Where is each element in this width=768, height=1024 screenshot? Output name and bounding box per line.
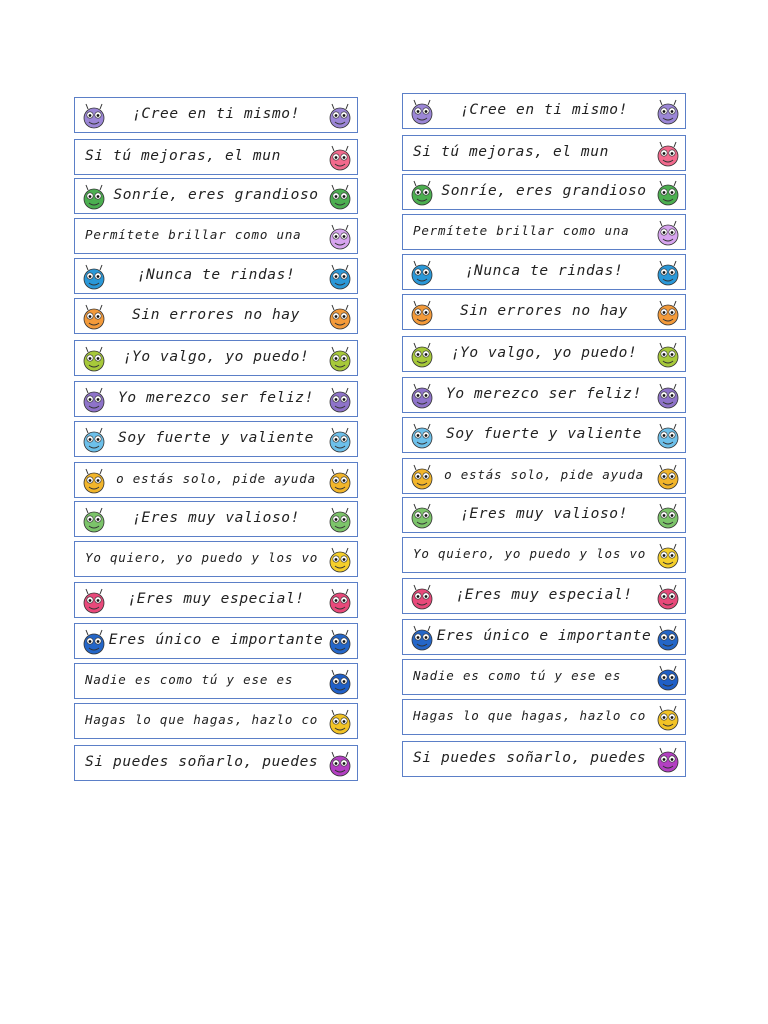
phrase-card <box>402 135 686 171</box>
green-monster-icon <box>325 182 355 212</box>
phrase-card <box>402 497 686 533</box>
phrase-text: Si puedes soñarlo, puedes <box>85 754 319 770</box>
phrase-card <box>402 417 686 453</box>
left-monster <box>79 627 109 657</box>
phrase-text: Si tú mejoras, el mun <box>85 148 281 164</box>
left-monster <box>407 462 437 492</box>
phrase-card <box>74 139 358 175</box>
right-monster <box>325 344 355 374</box>
pink-monster-icon <box>325 143 355 173</box>
yellow-monster-icon <box>653 462 683 492</box>
phrase-text: ¡Eres muy valioso! <box>460 506 628 522</box>
right-monster <box>325 707 355 737</box>
left-monster <box>79 262 109 292</box>
phrase-text: Permítete brillar como una <box>413 223 630 238</box>
green-monster-icon <box>653 501 683 531</box>
right-monster <box>653 97 683 127</box>
right-monster <box>653 421 683 451</box>
pink-monster-icon <box>79 586 109 616</box>
phrase-text: ¡Eres muy valioso! <box>132 510 300 526</box>
phrase-card <box>402 214 686 250</box>
phrase-card <box>402 741 686 777</box>
yellow-monster-icon <box>407 462 437 492</box>
pink-monster-icon <box>325 586 355 616</box>
right-monster <box>325 182 355 212</box>
yellow-monster-icon <box>653 541 683 571</box>
phrase-card <box>74 340 358 376</box>
right-monster <box>653 258 683 288</box>
left-monster <box>407 340 437 370</box>
pink-monster-icon <box>653 139 683 169</box>
phrase-text: ¡Nunca te rindas! <box>136 267 296 283</box>
pink-monster-icon <box>407 582 437 612</box>
yellow-monster-icon <box>325 466 355 496</box>
phrase-card <box>402 93 686 129</box>
magenta-monster-icon <box>325 749 355 779</box>
phrase-card <box>74 462 358 498</box>
phrase-text: Soy fuerte y valiente <box>446 426 642 442</box>
phrase-text: Eres único e importante <box>436 628 652 644</box>
left-monster <box>79 302 109 332</box>
purple-monster-icon <box>653 97 683 127</box>
violet-monster-icon <box>407 381 437 411</box>
right-monster <box>325 466 355 496</box>
skyblue-monster-icon <box>653 421 683 451</box>
blue-monster-icon <box>325 627 355 657</box>
orange-monster-icon <box>653 298 683 328</box>
phrase-text: Yo merezco ser feliz! <box>446 386 642 402</box>
blue-monster-icon <box>325 262 355 292</box>
left-monster <box>79 344 109 374</box>
right-monster <box>325 667 355 697</box>
blue-monster-icon <box>653 258 683 288</box>
phrase-card <box>74 582 358 618</box>
phrase-text: ¡Eres muy especial! <box>455 587 633 603</box>
left-monster <box>79 101 109 131</box>
orange-monster-icon <box>79 302 109 332</box>
left-monster <box>407 381 437 411</box>
phrase-text: Nadie es como tú y ese es <box>85 672 294 687</box>
phrase-card <box>402 174 686 210</box>
blue-monster-icon <box>79 262 109 292</box>
skyblue-monster-icon <box>325 425 355 455</box>
right-monster <box>325 749 355 779</box>
green-monster-icon <box>79 182 109 212</box>
phrase-card <box>74 703 358 739</box>
phrase-text: Sin errores no hay <box>132 307 300 323</box>
right-monster <box>653 745 683 775</box>
phrase-text: Sonríe, eres grandioso <box>113 187 319 203</box>
pink-monster-icon <box>653 582 683 612</box>
left-monster <box>79 182 109 212</box>
left-monster <box>407 97 437 127</box>
right-monster <box>325 302 355 332</box>
right-monster <box>653 139 683 169</box>
phrase-card <box>74 258 358 294</box>
right-monster <box>325 222 355 252</box>
left-monster <box>407 623 437 653</box>
phrase-card <box>402 294 686 330</box>
right-monster <box>325 627 355 657</box>
phrase-card <box>74 298 358 334</box>
right-monster <box>325 262 355 292</box>
yellow-monster-icon <box>325 707 355 737</box>
right-monster <box>653 541 683 571</box>
skyblue-monster-icon <box>79 425 109 455</box>
lime-monster-icon <box>325 344 355 374</box>
blue-monster-icon <box>79 627 109 657</box>
phrase-card <box>74 97 358 133</box>
phrase-text: Hagas lo que hagas, hazlo co <box>413 708 647 723</box>
orange-monster-icon <box>325 302 355 332</box>
phrase-text: Eres único e importante <box>108 632 324 648</box>
phrase-text: Sonríe, eres grandioso <box>441 183 647 199</box>
phrase-text: Sin errores no hay <box>460 303 628 319</box>
right-monster <box>653 582 683 612</box>
left-monster <box>407 421 437 451</box>
phrase-card <box>74 663 358 699</box>
phrase-text: Yo quiero, yo puedo y los vo <box>413 546 647 561</box>
phrase-text: Nadie es como tú y ese es <box>413 668 622 683</box>
phrase-card <box>402 659 686 695</box>
phrase-text: ¡Eres muy especial! <box>127 591 305 607</box>
phrase-card <box>402 619 686 655</box>
phrase-text: o estás solo, pide ayuda <box>444 467 644 482</box>
right-monster <box>325 425 355 455</box>
lime-monster-icon <box>407 340 437 370</box>
right-monster <box>653 501 683 531</box>
phrase-card <box>402 699 686 735</box>
left-monster <box>79 385 109 415</box>
phrase-text: ¡Nunca te rindas! <box>464 263 624 279</box>
phrase-card <box>402 578 686 614</box>
phrase-card <box>74 421 358 457</box>
right-monster <box>653 703 683 733</box>
right-monster <box>325 101 355 131</box>
phrase-text: Si puedes soñarlo, puedes <box>413 750 647 766</box>
left-monster <box>79 466 109 496</box>
phrase-text: o estás solo, pide ayuda <box>116 471 316 486</box>
left-monster <box>407 582 437 612</box>
phrase-text: Yo merezco ser feliz! <box>118 390 314 406</box>
blue-monster-icon <box>407 258 437 288</box>
skyblue-monster-icon <box>407 421 437 451</box>
lilac-monster-icon <box>653 218 683 248</box>
left-monster <box>407 501 437 531</box>
green-monster-icon <box>79 505 109 535</box>
green-monster-icon <box>325 505 355 535</box>
left-monster <box>407 298 437 328</box>
phrase-text: Yo quiero, yo puedo y los vo <box>85 550 319 565</box>
lime-monster-icon <box>653 340 683 370</box>
magenta-monster-icon <box>653 745 683 775</box>
violet-monster-icon <box>79 385 109 415</box>
orange-monster-icon <box>407 298 437 328</box>
right-monster <box>325 385 355 415</box>
purple-monster-icon <box>79 101 109 131</box>
violet-monster-icon <box>325 385 355 415</box>
phrase-card <box>402 537 686 573</box>
phrase-text: ¡Cree en ti mismo! <box>132 106 300 122</box>
blue-monster-icon <box>325 667 355 697</box>
right-monster <box>653 381 683 411</box>
green-monster-icon <box>407 501 437 531</box>
purple-monster-icon <box>407 97 437 127</box>
yellow-monster-icon <box>79 466 109 496</box>
phrase-text: Si tú mejoras, el mun <box>413 144 609 160</box>
right-monster <box>653 218 683 248</box>
right-monster <box>653 663 683 693</box>
phrase-card <box>74 381 358 417</box>
phrase-card <box>402 377 686 413</box>
phrase-card <box>402 336 686 372</box>
phrase-text: Permítete brillar como una <box>85 227 302 242</box>
phrase-card <box>74 218 358 254</box>
phrase-card <box>74 623 358 659</box>
phrase-text: ¡Yo valgo, yo puedo! <box>122 349 310 365</box>
phrase-card <box>74 501 358 537</box>
yellow-monster-icon <box>653 703 683 733</box>
left-monster <box>407 258 437 288</box>
phrase-card <box>402 458 686 494</box>
green-monster-icon <box>407 178 437 208</box>
blue-monster-icon <box>653 623 683 653</box>
phrase-card <box>74 178 358 214</box>
phrase-text: ¡Cree en ti mismo! <box>460 102 628 118</box>
violet-monster-icon <box>653 381 683 411</box>
right-monster <box>653 623 683 653</box>
right-monster <box>325 586 355 616</box>
lilac-monster-icon <box>325 222 355 252</box>
right-monster <box>325 143 355 173</box>
right-monster <box>653 178 683 208</box>
right-monster <box>653 298 683 328</box>
green-monster-icon <box>653 178 683 208</box>
blue-monster-icon <box>653 663 683 693</box>
yellow-monster-icon <box>325 545 355 575</box>
left-monster <box>79 586 109 616</box>
phrase-card <box>74 745 358 781</box>
right-monster <box>653 462 683 492</box>
left-monster <box>407 178 437 208</box>
phrase-text: Hagas lo que hagas, hazlo co <box>85 712 319 727</box>
purple-monster-icon <box>325 101 355 131</box>
blue-monster-icon <box>407 623 437 653</box>
right-monster <box>325 505 355 535</box>
lime-monster-icon <box>79 344 109 374</box>
phrase-card <box>74 541 358 577</box>
phrase-card <box>402 254 686 290</box>
right-monster <box>325 545 355 575</box>
right-monster <box>653 340 683 370</box>
phrase-text: ¡Yo valgo, yo puedo! <box>450 345 638 361</box>
left-monster <box>79 505 109 535</box>
left-monster <box>79 425 109 455</box>
phrase-text: Soy fuerte y valiente <box>118 430 314 446</box>
